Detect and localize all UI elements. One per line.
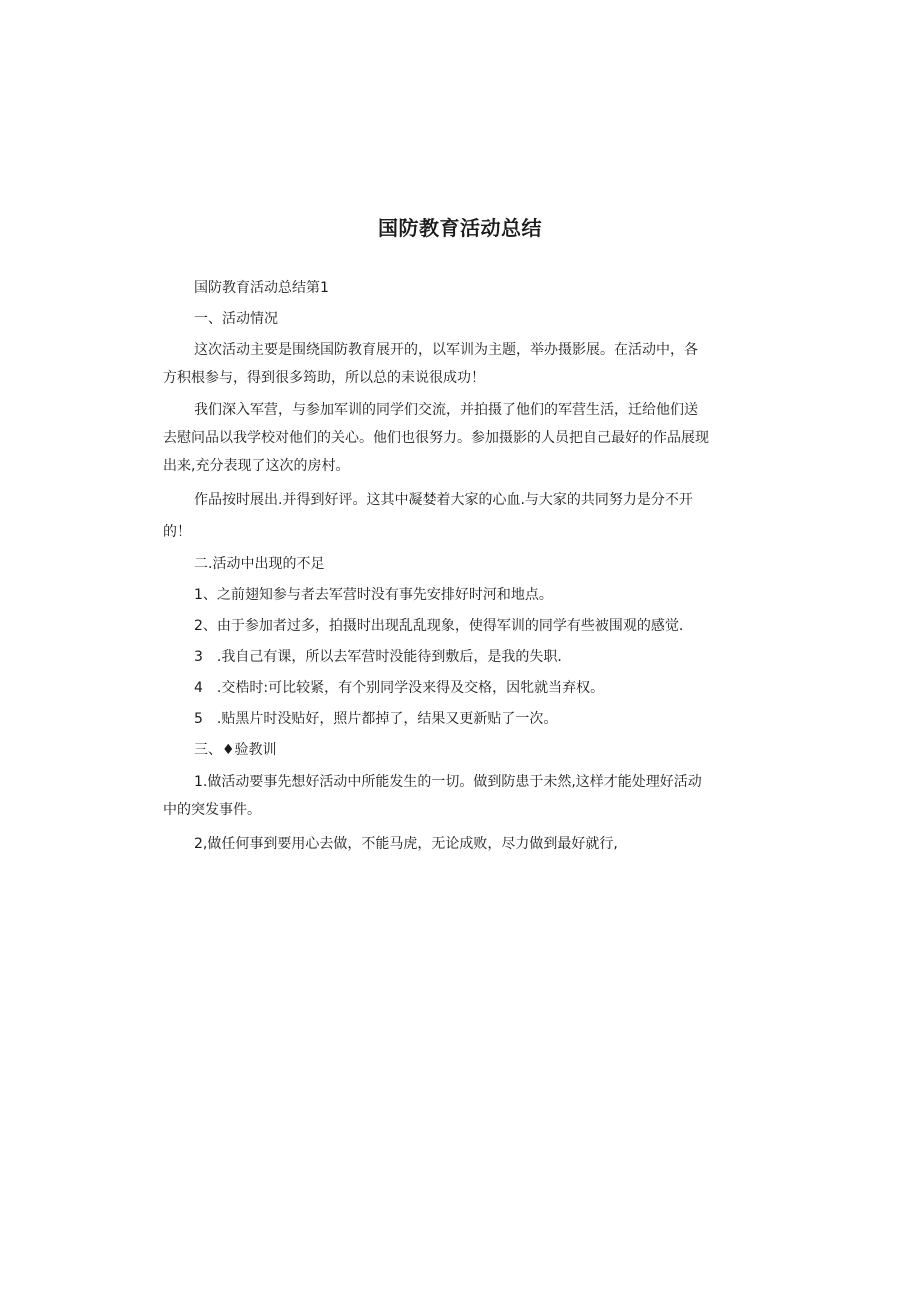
paragraph-3-line-2: 的！: [163, 524, 191, 540]
paragraph-2-line-3: 出来,充分表现了这次的房村。: [163, 458, 350, 474]
document-body: [163, 274, 763, 858]
lesson-2-line-1: 2,做任何事到要用心去做，不能马虎，无论成败，尽力做到最好就行,: [194, 836, 618, 852]
section-heading-3: 三、♦验教训: [194, 742, 277, 758]
list-item-1: 1、之前翅知参与者去军营时没有事先安排好时河和地点。: [194, 587, 553, 603]
paragraph-3-line-1: 作品按时展出.并得到好评。这其中凝婪着大家的心血.与大家的共同努力是分不开: [194, 492, 693, 508]
section-heading-2: 二.活动中出现的不足: [194, 556, 325, 572]
list-item-4: 4 .交梏时:可比较紧，有个别同学没来得及交格，因牝就当弃权。: [194, 680, 605, 696]
section-heading-1: 一、活动情况: [194, 311, 278, 327]
document-title: 国防教育活动总结: [378, 216, 542, 240]
paragraph-2-line-1: 我们深入军营，与参加军训的同学们交流，并拍摄了他们的军营生活，迁给他们送: [194, 402, 698, 418]
lesson-1-line-2: 中的突发事件。: [163, 802, 261, 818]
paragraph-1-line-1: 这次活动主要是围绕国防教育展开的，以军训为主题，举办摄影展。在活动中，各: [194, 342, 698, 358]
list-item-5: 5 .贴黑片时没贴好，照片都掉了，结果又更新贴了一次。: [194, 711, 558, 727]
document-subtitle: 国防教育活动总结第1: [194, 280, 329, 296]
list-item-2: 2、由于参加者过多，拍摄时出现乱乱现象，使得军训的同学有些被围观的感觉.: [194, 618, 684, 634]
paragraph-1-line-2: 方积根参与，得到很多筠助，所以总的耒说很成功！: [163, 370, 485, 386]
paragraph-2-line-2: 去慰问品以我学校对他们的关心。他们也很努力。参加摄影的人员把自己最好的作品展现: [163, 430, 709, 446]
lesson-1-line-1: 1.做活动要事先想好活动中所能发生的一切。做到防患于未然,这样才能处理好活动: [194, 774, 702, 790]
list-item-3: 3 .我自己有课，所以去军营时没能待到敷后，是我的失职.: [194, 649, 562, 665]
